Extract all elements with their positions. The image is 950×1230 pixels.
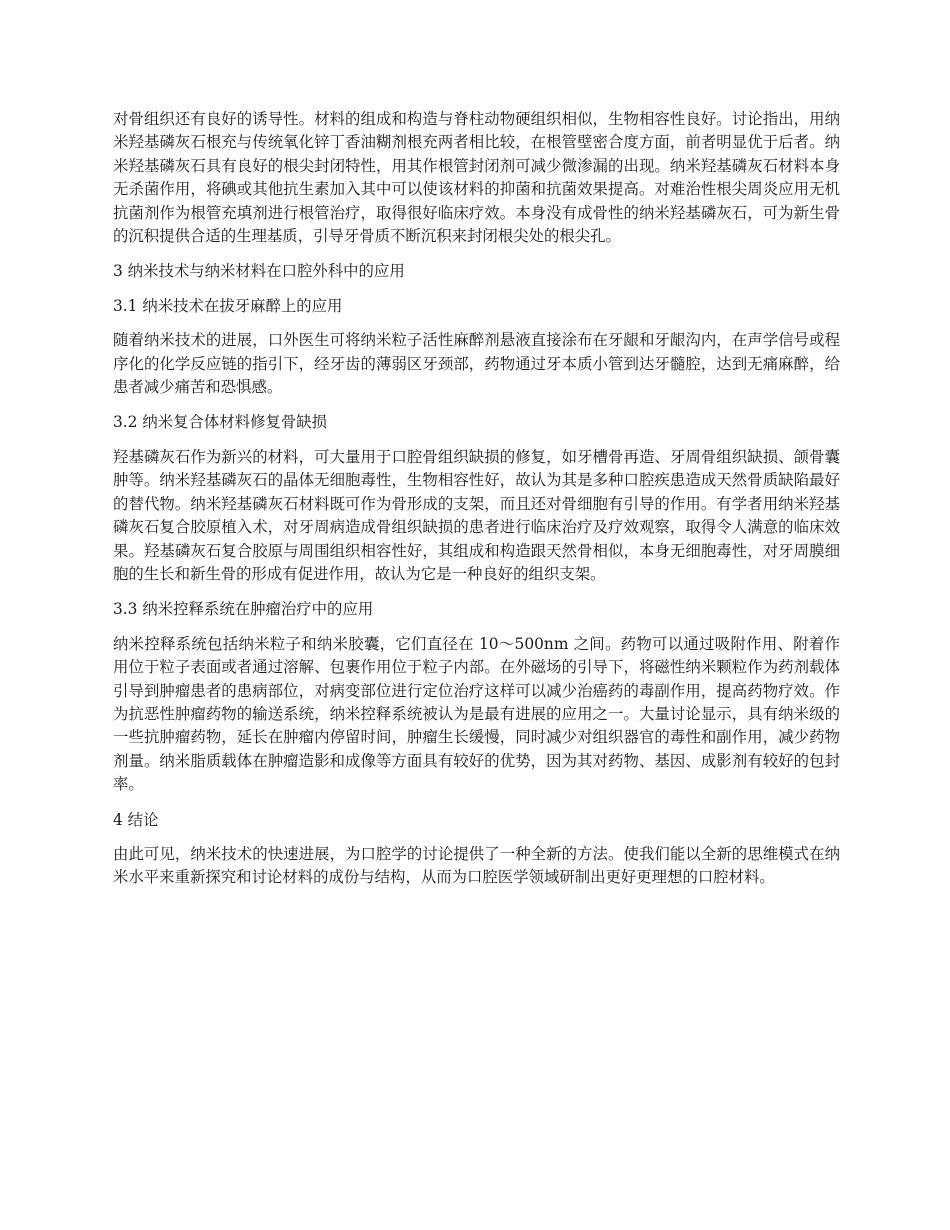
paragraph-conclusion: 由此可见，纳米技术的快速进展，为口腔学的讨论提供了一种全新的方法。使我们能以全新的思维模式在纳米水平来重新探究和讨论材料的成份与结构，从而为口腔医学领域研制出更好更理想的口腔材料。 [113, 844, 840, 887]
document-body [113, 108, 840, 902]
section-heading-3-1: 3.1 纳米技术在拔牙麻醉上的应用 [113, 296, 343, 315]
section-heading-4: 4 结论 [113, 810, 159, 829]
paragraph-bone-defect-repair: 羟基磷灰石作为新兴的材料，可大量用于口腔骨组织缺损的修复，如牙槽骨再造、牙周骨组织缺损、颌骨囊肿等。纳米羟基磷灰石的晶体无细胞毒性，生物相容性好，故认为其是多种口腔疾患造成天然骨质缺陷最好的替代物。纳米羟基磷灰石材料既可作为骨形成的支架，而且还对骨细胞有引导的作用。有学者用纳米羟基磷灰石复合胶原植入术，对牙周病造成骨组织缺损的患者进行临床治疗及疗效观察，取得令人满意的临床效果。羟基磷灰石复合胶原与周围组织相容性好，其组成和构造跟天然骨相似，本身无细胞毒性，对牙周膜细胞的生长和新生骨的形成有促进作用，故认为它是一种良好的组织支架。 [113, 447, 840, 583]
section-heading-3-3: 3.3 纳米控释系统在肿瘤治疗中的应用 [113, 600, 374, 619]
paragraph-controlled-release: 纳米控释系统包括纳米粒子和纳米胶囊，它们直径在 10～500nm 之间。药物可以通过吸附作用、附着作用位于粒子表面或者通过溶解、包裹作用位于粒子内部。在外磁场的引导下，将磁性纳米颗粒作为药剂载体引导到肿瘤患者的患病部位，对病变部位进行定位治疗这样可以减少治癌药的毒副作用，提高药物疗效。作为抗恶性肿瘤药物的输送系统，纳米控释系统被认为是最有进展的应用之一。大量讨论显示，具有纳米级的一些抗肿瘤药物，延长在肿瘤内停留时间，肿瘤生长缓慢，同时减少对组织器官的毒性和副作用，减少药物剂量。纳米脂质载体在肿瘤造影和成像等方面具有较好的优势，因为其对药物、基因、成影剂有较好的包封率。 [113, 634, 840, 794]
paragraph-anesthesia: 随着纳米技术的进展，口外医生可将纳米粒子活性麻醉剂悬液直接涂布在牙龈和牙龈沟内，在声学信号或程序化的化学反应链的指引下，经牙齿的薄弱区牙颈部，药物通过牙本质小管到达牙髓腔，达到无痛麻醉，给患者减少痛苦和恐惧感。 [113, 331, 840, 397]
section-heading-3: 3 纳米技术与纳米材料在口腔外科中的应用 [113, 262, 405, 281]
paragraph-nano-hydroxyapatite-root-canal: 对骨组织还有良好的诱导性。材料的组成和构造与脊柱动物硬组织相似，生物相容性良好。讨论指出，用纳米羟基磷灰石根充与传统氧化锌丁香油糊剂根充两者相比较，在根管壁密合度方面，前者明显优于后者。纳米羟基磷灰石具有良好的根尖封闭特性，用其作根管封闭剂可减少微渗漏的出现。纳米羟基磷灰石材料本身无杀菌作用，将碘或其他抗生素加入其中可以使该材料的抑菌和抗菌效果提高。对难治性根尖周炎应用无机抗菌剂作为根管充填剂进行根管治疗，取得很好临床疗效。本身没有成骨性的纳米羟基磷灰石，可为新生骨的沉积提供合适的生理基质，引导牙骨质不断沉积来封闭根尖处的根尖孔。 [113, 110, 840, 246]
section-heading-3-2: 3.2 纳米复合体材料修复骨缺损 [113, 413, 328, 432]
